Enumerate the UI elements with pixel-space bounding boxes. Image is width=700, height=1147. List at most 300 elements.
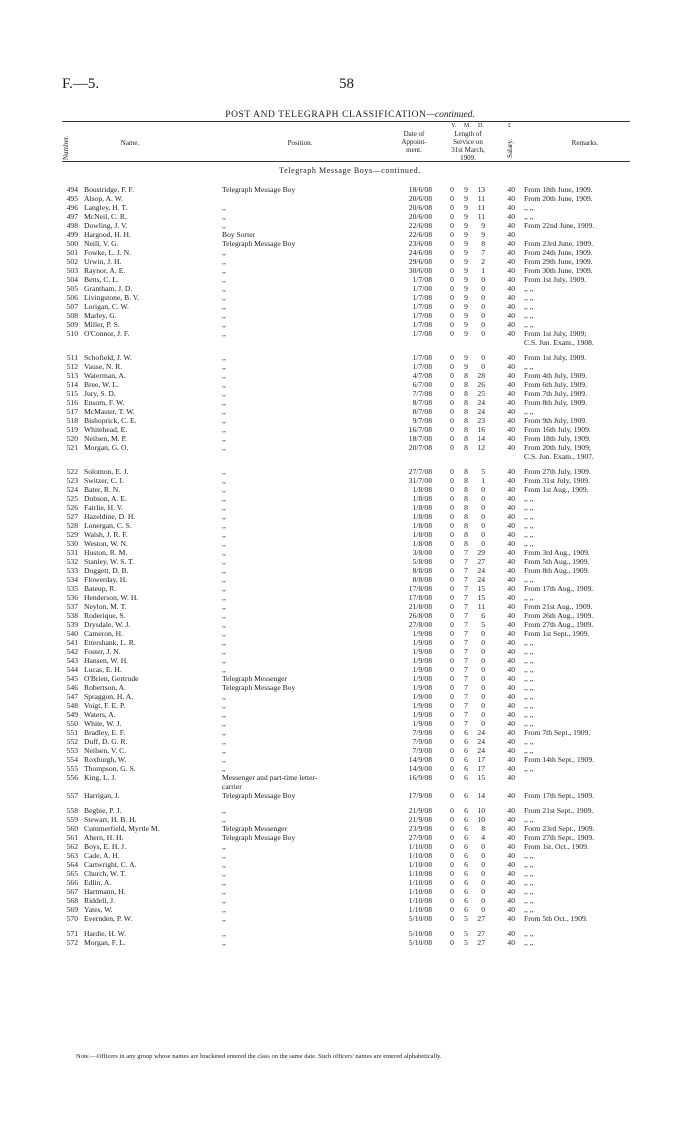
- table-row: [0, 512, 700, 521]
- table-row: [0, 452, 700, 461]
- remarks: From 22nd June, 1909.: [524, 221, 595, 230]
- row-number: 530: [66, 539, 78, 548]
- officer-name: Ettershank, L. R.: [84, 638, 136, 647]
- page-number: 58: [339, 76, 354, 92]
- position: ,,: [222, 719, 226, 728]
- salary: 40: [507, 806, 515, 815]
- table-row: [0, 755, 700, 764]
- service-days: 24: [477, 398, 485, 407]
- appointment-date: 27/7/08: [408, 467, 432, 476]
- row-number: 527: [66, 512, 78, 521]
- officer-name: Voigt, F. E. P.: [84, 701, 126, 710]
- remarks: From 27th July, 1909.: [524, 467, 591, 476]
- salary: 40: [507, 764, 515, 773]
- service-months: 8: [464, 398, 468, 407]
- salary: 40: [507, 362, 515, 371]
- row-number: 550: [66, 719, 78, 728]
- service-years: 0: [450, 185, 454, 194]
- service-years: 0: [450, 710, 454, 719]
- appointment-date: 21/8/08: [408, 602, 432, 611]
- service-months: 9: [464, 284, 468, 293]
- row-number: 545: [66, 674, 78, 683]
- table-row: [0, 719, 700, 728]
- officer-name: Neilsen, M. P.: [84, 434, 127, 443]
- service-days: 0: [481, 293, 485, 302]
- service-years: 0: [450, 362, 454, 371]
- table-row: [0, 683, 700, 692]
- appointment-date: 1/9/08: [412, 647, 432, 656]
- row-number: 526: [66, 503, 78, 512]
- table-row: [0, 737, 700, 746]
- row-number: 523: [66, 476, 78, 485]
- salary: 40: [507, 602, 515, 611]
- salary: 40: [507, 791, 515, 800]
- officer-name: Lonergan, C. S.: [84, 521, 132, 530]
- row-number: 571: [66, 929, 78, 938]
- row-number: 505: [66, 284, 78, 293]
- remarks: From 7th Sept., 1909.: [524, 728, 591, 737]
- service-years: 0: [450, 548, 454, 557]
- remarks: From 17th Sept., 1909.: [524, 791, 595, 800]
- table-row: [0, 530, 700, 539]
- row-number: 567: [66, 887, 78, 896]
- salary: 40: [507, 257, 515, 266]
- remarks: ,, ,,: [524, 674, 534, 683]
- appointment-date: 8/8/08: [412, 566, 432, 575]
- remarks: ,, ,,: [524, 905, 534, 914]
- row-number: 549: [66, 710, 78, 719]
- service-days: 10: [477, 815, 485, 824]
- service-years: 0: [450, 494, 454, 503]
- row-number: 544: [66, 665, 78, 674]
- service-days: 0: [481, 860, 485, 869]
- service-months: 6: [464, 905, 468, 914]
- service-days: 0: [481, 629, 485, 638]
- row-number: 547: [66, 692, 78, 701]
- remarks: From 1st July, 1909;: [524, 329, 587, 338]
- salary: 40: [507, 647, 515, 656]
- officer-name: Langley, H. T.: [84, 203, 128, 212]
- remarks: ,, ,,: [524, 494, 534, 503]
- row-number: 515: [66, 389, 78, 398]
- table-row: [0, 248, 700, 257]
- table-row: [0, 611, 700, 620]
- row-number: 551: [66, 728, 78, 737]
- position: ,,: [222, 329, 226, 338]
- position: Boy Sorter: [222, 230, 256, 239]
- officer-name: Miller, P. S.: [84, 320, 120, 329]
- service-years: 0: [450, 629, 454, 638]
- position: carrier: [222, 782, 242, 791]
- salary: 40: [507, 389, 515, 398]
- service-months: 9: [464, 302, 468, 311]
- row-number: 572: [66, 938, 78, 947]
- service-months: 8: [464, 425, 468, 434]
- table-row: [0, 815, 700, 824]
- service-months: 9: [464, 362, 468, 371]
- remarks: From 16th July, 1909.: [524, 425, 591, 434]
- table-row: [0, 929, 700, 938]
- salary: 40: [507, 824, 515, 833]
- remarks: Form 23rd Sept., 1909.: [524, 824, 595, 833]
- row-number: 534: [66, 575, 78, 584]
- row-number: 559: [66, 815, 78, 824]
- position: ,,: [222, 656, 226, 665]
- position: ,,: [222, 629, 226, 638]
- table-row: [0, 914, 700, 923]
- salary: 40: [507, 434, 515, 443]
- service-days: 0: [481, 503, 485, 512]
- service-days: 0: [481, 302, 485, 311]
- row-number: 543: [66, 656, 78, 665]
- service-days: 0: [481, 842, 485, 851]
- salary: 40: [507, 239, 515, 248]
- column-header-length: [440, 130, 496, 162]
- officer-name: Whitehead, E.: [84, 425, 128, 434]
- salary: 40: [507, 407, 515, 416]
- appointment-date: 31/7/08: [408, 476, 432, 485]
- appointment-date: 1/10/08: [408, 851, 432, 860]
- salary: 40: [507, 275, 515, 284]
- service-years: 0: [450, 764, 454, 773]
- officer-name: Huston, R. M.: [84, 548, 128, 557]
- officer-name: Stanley, W. S. T.: [84, 557, 135, 566]
- header-top-rule: [62, 121, 630, 122]
- salary: 40: [507, 674, 515, 683]
- remarks: ,, ,,: [524, 503, 534, 512]
- position: ,,: [222, 728, 226, 737]
- position: ,,: [222, 710, 226, 719]
- column-header-date: [392, 130, 436, 154]
- remarks: ,, ,,: [524, 311, 534, 320]
- remarks: From 20th July, 1909;: [524, 443, 592, 452]
- service-days: 14: [477, 791, 485, 800]
- salary: 40: [507, 416, 515, 425]
- row-number: 541: [66, 638, 78, 647]
- service-years: 0: [450, 521, 454, 530]
- table-row: [0, 503, 700, 512]
- service-years: 0: [450, 467, 454, 476]
- position: ,,: [222, 512, 226, 521]
- appointment-date: 1/10/08: [408, 896, 432, 905]
- salary: 40: [507, 737, 515, 746]
- officer-name: Roxburgh, W.: [84, 755, 127, 764]
- officer-name: Edlin, A.: [84, 878, 112, 887]
- service-months: 8: [464, 521, 468, 530]
- officer-name: Solomon, E. J.: [84, 467, 129, 476]
- service-days: 11: [477, 602, 485, 611]
- service-months: 6: [464, 860, 468, 869]
- salary: 40: [507, 485, 515, 494]
- row-number: 503: [66, 266, 78, 275]
- service-years: 0: [450, 293, 454, 302]
- table-row: [0, 257, 700, 266]
- salary: 40: [507, 521, 515, 530]
- position: ,,: [222, 485, 226, 494]
- service-days: 24: [477, 728, 485, 737]
- remarks: From 27th Aug., 1909.: [524, 620, 594, 629]
- salary: 40: [507, 566, 515, 575]
- position: ,,: [222, 665, 226, 674]
- table-row: [0, 185, 700, 194]
- table-row: [0, 647, 700, 656]
- service-days: 1: [481, 476, 485, 485]
- table-row: [0, 764, 700, 773]
- appointment-date: 14/9/08: [408, 764, 432, 773]
- remarks: From 27th Sept., 1909.: [524, 833, 595, 842]
- position: ,,: [222, 353, 226, 362]
- appointment-date: 7/7/08: [412, 389, 432, 398]
- service-days: 25: [477, 389, 485, 398]
- position: Telegraph Messenger: [222, 674, 288, 683]
- service-days: 0: [481, 353, 485, 362]
- salary: 40: [507, 530, 515, 539]
- appointment-date: 7/9/08: [412, 728, 432, 737]
- row-number: 525: [66, 494, 78, 503]
- service-days: 4: [481, 833, 485, 842]
- service-years: 0: [450, 656, 454, 665]
- table-row: [0, 806, 700, 815]
- table-row: [0, 320, 700, 329]
- service-months: 5: [464, 938, 468, 947]
- appointment-date: 4/7/08: [412, 371, 432, 380]
- service-days: 0: [481, 692, 485, 701]
- service-months: 7: [464, 719, 468, 728]
- officer-name: Roderique, S.: [84, 611, 126, 620]
- service-months: 7: [464, 656, 468, 665]
- table-row: [0, 221, 700, 230]
- appointment-date: 17/8/08: [408, 593, 432, 602]
- table-row: [0, 602, 700, 611]
- column-header-name: Name.: [120, 139, 140, 147]
- service-years: 0: [450, 887, 454, 896]
- service-days: 9: [481, 230, 485, 239]
- appointment-date: 8/7/08: [412, 407, 432, 416]
- service-days: 7: [481, 248, 485, 257]
- salary: 40: [507, 938, 515, 947]
- service-days: 0: [481, 494, 485, 503]
- service-months: 7: [464, 701, 468, 710]
- row-number: 561: [66, 833, 78, 842]
- service-years: 0: [450, 647, 454, 656]
- remarks: ,, ,,: [524, 692, 534, 701]
- footnote: Note.—Officers in any group whose names are bracketed entered the class on the same date. Such officers' names are entered alphabetically.: [76, 1053, 442, 1060]
- position: ,,: [222, 764, 226, 773]
- service-months: 6: [464, 755, 468, 764]
- remarks: From 31st July, 1909.: [524, 476, 590, 485]
- position: ,,: [222, 557, 226, 566]
- table-row: [0, 791, 700, 800]
- position: ,,: [222, 248, 226, 257]
- position: ,,: [222, 914, 226, 923]
- officer-name: Riddell, J.: [84, 896, 116, 905]
- service-months: 6: [464, 737, 468, 746]
- appointment-date: 1/10/08: [408, 842, 432, 851]
- officer-name: Weston, W. N.: [84, 539, 128, 548]
- appointment-date: 16/9/08: [408, 773, 432, 782]
- appointment-date: 1/10/08: [408, 878, 432, 887]
- service-days: 0: [481, 869, 485, 878]
- salary: 40: [507, 467, 515, 476]
- position: ,,: [222, 593, 226, 602]
- service-years: 0: [450, 275, 454, 284]
- appointment-date: 21/9/08: [408, 815, 432, 824]
- salary: 40: [507, 353, 515, 362]
- service-months: 6: [464, 869, 468, 878]
- table-row: [0, 407, 700, 416]
- row-number: 511: [66, 353, 78, 362]
- row-number: 497: [66, 212, 78, 221]
- officer-name: Morgan, G. O.: [84, 443, 129, 452]
- position: ,,: [222, 905, 226, 914]
- position: ,,: [222, 860, 226, 869]
- appointment-date: 1/9/08: [412, 692, 432, 701]
- remarks: From 1st July, 1909.: [524, 353, 587, 362]
- officer-name: Church, W. T.: [84, 869, 127, 878]
- position: Telegraph Message Boy: [222, 791, 296, 800]
- position: Telegraph Messenger: [222, 824, 288, 833]
- service-years: 0: [450, 665, 454, 674]
- service-days: 0: [481, 887, 485, 896]
- row-number: 532: [66, 557, 78, 566]
- service-years: 0: [450, 929, 454, 938]
- service-days: 24: [477, 575, 485, 584]
- service-years: 0: [450, 230, 454, 239]
- service-months: 9: [464, 221, 468, 230]
- service-months: 8: [464, 416, 468, 425]
- table-row: [0, 692, 700, 701]
- service-years: 0: [450, 806, 454, 815]
- row-number: 535: [66, 584, 78, 593]
- service-months: 6: [464, 842, 468, 851]
- salary: 40: [507, 476, 515, 485]
- remarks: ,, ,,: [524, 647, 534, 656]
- length-header-line4: 1909.: [460, 154, 476, 162]
- position: ,,: [222, 266, 226, 275]
- position: ,,: [222, 638, 226, 647]
- service-months: 9: [464, 257, 468, 266]
- remarks: ,, ,,: [524, 362, 534, 371]
- table-row: [0, 566, 700, 575]
- remarks: From 3rd Aug., 1909.: [524, 548, 590, 557]
- row-number: 562: [66, 842, 78, 851]
- officer-name: Bishoprick, C. E.: [84, 416, 137, 425]
- service-years: 0: [450, 476, 454, 485]
- service-days: 0: [481, 674, 485, 683]
- position: ,,: [222, 548, 226, 557]
- remarks: From 8th Aug., 1909.: [524, 566, 590, 575]
- table-row: [0, 824, 700, 833]
- appointment-date: 26/8/08: [408, 611, 432, 620]
- table-row: [0, 665, 700, 674]
- appointment-date: 1/7/08: [412, 293, 432, 302]
- table-row: [0, 896, 700, 905]
- officer-name: Neilsen, V. C.: [84, 746, 127, 755]
- appointment-date: 1/8/08: [412, 521, 432, 530]
- row-number: 566: [66, 878, 78, 887]
- service-months: 9: [464, 212, 468, 221]
- table-row: [0, 905, 700, 914]
- service-months: 9: [464, 239, 468, 248]
- officer-name: Spraggon, H. A.: [84, 692, 134, 701]
- position: ,,: [222, 887, 226, 896]
- table-row: [0, 485, 700, 494]
- salary: 40: [507, 293, 515, 302]
- appointment-date: 1/8/08: [412, 494, 432, 503]
- column-header-remarks: Remarks.: [571, 139, 599, 147]
- officer-name: Betts, C. L.: [84, 275, 119, 284]
- service-years: 0: [450, 938, 454, 947]
- position: ,,: [222, 938, 226, 947]
- service-years: 0: [450, 416, 454, 425]
- table-row: [0, 371, 700, 380]
- position: ,,: [222, 620, 226, 629]
- table-row: [0, 443, 700, 452]
- remarks: ,, ,,: [524, 665, 534, 674]
- row-number: 513: [66, 371, 78, 380]
- service-months: 8: [464, 443, 468, 452]
- position: ,,: [222, 203, 226, 212]
- salary: 40: [507, 869, 515, 878]
- header-bottom-rule: [62, 161, 630, 162]
- officer-name: Waters, A.: [84, 710, 116, 719]
- position: ,,: [222, 275, 226, 284]
- salary: 40: [507, 833, 515, 842]
- remarks: From 26th Aug., 1909.: [524, 611, 594, 620]
- appointment-date: 20/7/08: [408, 443, 432, 452]
- officer-name: Hartmann, H.: [84, 887, 126, 896]
- salary: 40: [507, 746, 515, 755]
- service-months: 8: [464, 530, 468, 539]
- officer-name: Yates, W.: [84, 905, 113, 914]
- officer-name: Waterman, A.: [84, 371, 126, 380]
- service-months: 7: [464, 620, 468, 629]
- service-years: 0: [450, 701, 454, 710]
- remarks: ,, ,,: [524, 737, 534, 746]
- service-years: 0: [450, 302, 454, 311]
- service-years: 0: [450, 878, 454, 887]
- row-number: 496: [66, 203, 78, 212]
- row-number: 494: [66, 185, 78, 194]
- officer-name: Dobson, A. E.: [84, 494, 127, 503]
- table-row: [0, 869, 700, 878]
- date-header-line2: Appoint-: [401, 138, 427, 146]
- remarks: From 18th July, 1909.: [524, 434, 591, 443]
- service-years: 0: [450, 860, 454, 869]
- row-number: 520: [66, 434, 78, 443]
- appointment-date: 1/7/08: [412, 302, 432, 311]
- position: ,,: [222, 584, 226, 593]
- appointment-date: 21/9/08: [408, 806, 432, 815]
- service-months: 7: [464, 629, 468, 638]
- remarks: ,, ,,: [524, 293, 534, 302]
- row-number: 536: [66, 593, 78, 602]
- position: ,,: [222, 692, 226, 701]
- position: ,,: [222, 539, 226, 548]
- appointment-date: 1/8/08: [412, 485, 432, 494]
- service-years: 0: [450, 638, 454, 647]
- officer-name: Drysdale, W. J.: [84, 620, 131, 629]
- title-main: POST AND TELEGRAPH CLASSIFICATION: [225, 110, 427, 120]
- row-number: 524: [66, 485, 78, 494]
- service-months: 8: [464, 380, 468, 389]
- row-number: 542: [66, 647, 78, 656]
- service-months: 7: [464, 665, 468, 674]
- service-months: 9: [464, 248, 468, 257]
- table-row: [0, 620, 700, 629]
- service-years: 0: [450, 842, 454, 851]
- service-months: 8: [464, 434, 468, 443]
